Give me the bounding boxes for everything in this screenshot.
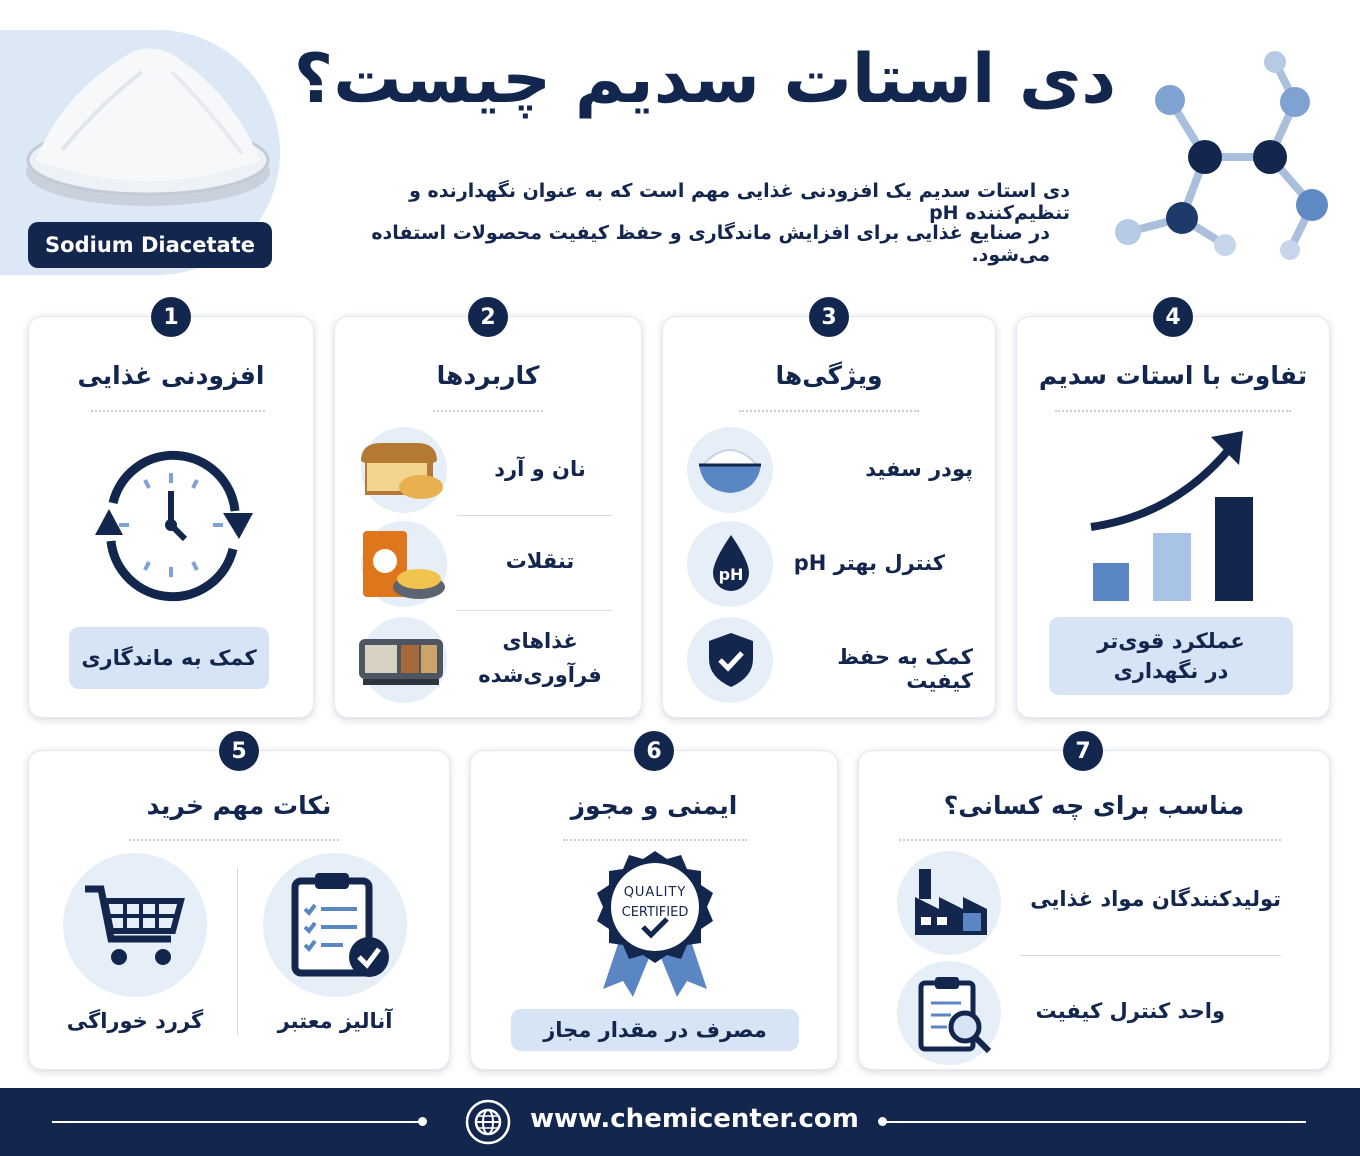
card-audience bbox=[858, 738, 1330, 1070]
badge-text-quality: QUALITY bbox=[623, 885, 687, 900]
card-applications bbox=[334, 304, 642, 718]
food-tray-icon bbox=[355, 633, 447, 689]
product-label: Sodium Diacetate bbox=[28, 222, 272, 268]
footer-dot-left bbox=[418, 1117, 427, 1126]
title-divider bbox=[739, 410, 919, 412]
quality-keep-label: کمک به حفظ کیفیت bbox=[837, 645, 973, 693]
qc-clipboard-search-icon bbox=[915, 973, 995, 1057]
factory-icon bbox=[911, 865, 991, 939]
food-grade-label: گررد خوراگی bbox=[66, 1009, 204, 1033]
card-title: مناسب برای چه کسانی؟ bbox=[943, 791, 1245, 820]
shelf-life-pill: کمک به ماندگاری bbox=[69, 627, 269, 689]
description-line-2: در صنایع غذایی برای افزایش ماندگاری و حفظ کیفیت محصولات استفاده می‌شود. bbox=[371, 222, 1050, 266]
card-number: 7 bbox=[1063, 731, 1103, 771]
title-divider bbox=[563, 839, 747, 841]
badge-text-certified: CERTIFIED bbox=[621, 905, 689, 920]
title-divider bbox=[899, 839, 1281, 841]
valid-analysis-label: آنالیز معتبر bbox=[277, 1009, 393, 1033]
title-divider bbox=[129, 839, 339, 841]
card-title: نکات مهم خرید bbox=[146, 791, 332, 820]
card-number: 3 bbox=[809, 297, 849, 337]
qc-unit-label: واحد کنترل کیفیت bbox=[1035, 999, 1225, 1023]
footer-line-left bbox=[52, 1121, 422, 1123]
bread-flour-label: نان و آرد bbox=[494, 457, 586, 481]
footer-line-right bbox=[882, 1121, 1306, 1123]
molecule-icon bbox=[1100, 40, 1360, 280]
card-number: 1 bbox=[151, 297, 191, 337]
item-divider bbox=[457, 515, 613, 516]
item-divider bbox=[457, 610, 613, 611]
description-line-1: دی استات سدیم یک افزودنی غذایی مهم است که به عنوان نگهدارنده و تنظیم‌کننده pH bbox=[409, 180, 1070, 224]
ph-badge-text: pH bbox=[718, 565, 744, 584]
globe-icon bbox=[464, 1098, 512, 1146]
card-number: 4 bbox=[1153, 297, 1193, 337]
pill-line-2: در نگهداری bbox=[1113, 659, 1229, 683]
card-number: 6 bbox=[634, 731, 674, 771]
card-title: تفاوت با استات سدیم bbox=[1038, 361, 1308, 390]
pill-line-1: عملکرد قوی‌تر bbox=[1097, 629, 1245, 653]
column-divider bbox=[237, 867, 238, 1035]
card-number: 5 bbox=[219, 731, 259, 771]
processed-food-label-2: فرآوری‌شده bbox=[478, 663, 602, 687]
quality-certified-badge-icon bbox=[589, 849, 721, 1001]
white-powder-label: پودر سفید bbox=[865, 457, 973, 481]
card-title: افزودنی غذایی bbox=[77, 361, 265, 390]
item-divider bbox=[1019, 955, 1281, 956]
card-safety bbox=[470, 738, 838, 1070]
allowed-dosage-pill: مصرف در مقدار مجاز bbox=[511, 1009, 799, 1051]
growth-chart-icon bbox=[1085, 427, 1265, 605]
footer bbox=[0, 1088, 1360, 1156]
clipboard-check-icon bbox=[287, 869, 391, 981]
title-divider bbox=[433, 410, 543, 412]
page-title: دی استات سدیم چیست؟ bbox=[293, 40, 1117, 119]
shopping-cart-icon bbox=[81, 883, 189, 971]
website-link[interactable]: www.chemicenter.com bbox=[530, 1104, 859, 1134]
ph-control-label: کنترل بهتر pH bbox=[793, 551, 945, 575]
ph-drop-icon bbox=[709, 533, 753, 595]
title-divider bbox=[1055, 410, 1291, 412]
snacks-label: تنقلات bbox=[505, 549, 575, 573]
card-difference bbox=[1016, 304, 1330, 718]
footer-dot-right bbox=[878, 1117, 887, 1126]
card-title: ویژگی‌ها bbox=[775, 361, 883, 390]
card-title: کاربردها bbox=[436, 361, 540, 390]
clock-refresh-icon bbox=[83, 443, 259, 607]
shield-check-icon bbox=[707, 631, 755, 689]
snacks-icon bbox=[359, 527, 449, 603]
card-buying-tips bbox=[28, 738, 450, 1070]
powder-bowl-image bbox=[22, 32, 274, 212]
bread-icon bbox=[357, 437, 447, 501]
card-properties bbox=[662, 304, 996, 718]
storage-performance-pill bbox=[1049, 617, 1293, 695]
food-producers-label: تولیدکنندگان مواد غذایی bbox=[1030, 887, 1281, 911]
card-number: 2 bbox=[468, 297, 508, 337]
processed-food-label-1: غذاهای bbox=[502, 629, 578, 653]
card-food-additive bbox=[28, 304, 314, 718]
title-divider bbox=[91, 410, 265, 412]
powder-bowl-icon bbox=[697, 441, 763, 497]
card-title: ایمنی و مجوز bbox=[570, 791, 738, 820]
